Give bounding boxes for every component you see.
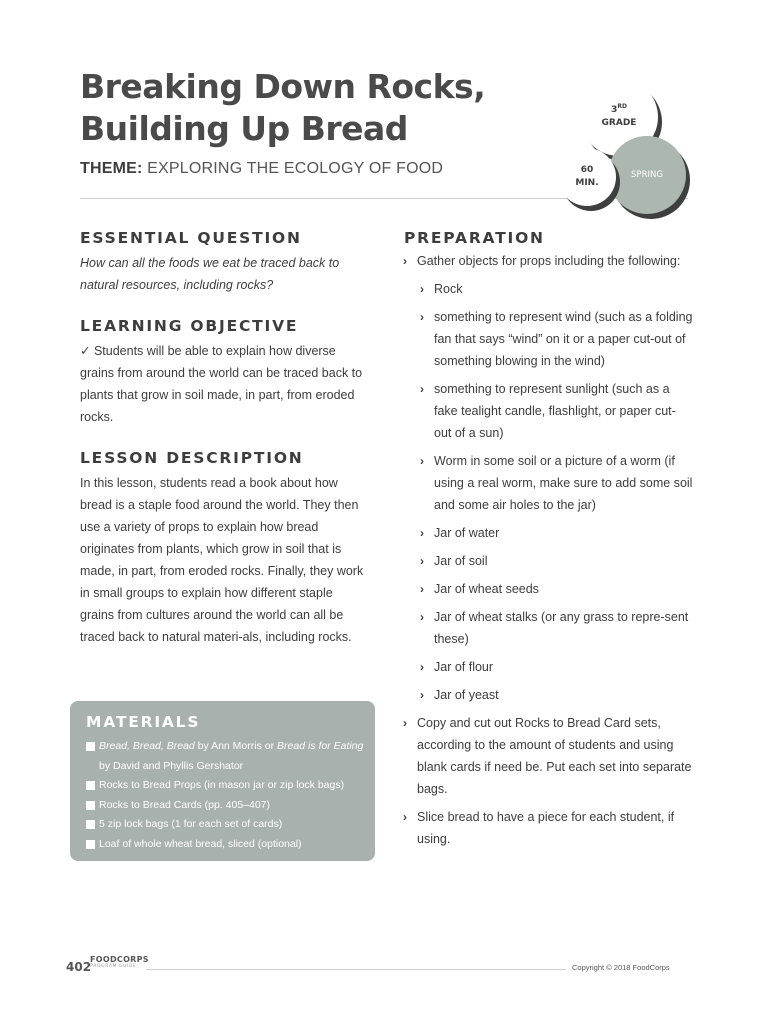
chevron-right-icon: › — [420, 582, 424, 596]
materials-heading: MATERIALS — [86, 713, 201, 731]
title-line-1: Breaking Down Rocks, — [80, 67, 486, 106]
lesson-title — [80, 66, 485, 150]
learning-objective-text: ✓ Students will be able to explain how diverse grains from around the world can be traced back to plants that grow in soil made, in part, from eroded rocks. — [80, 344, 363, 424]
prep-step — [403, 712, 693, 800]
title-line-2: Building Up Bread — [80, 109, 408, 148]
chevron-right-icon: › — [420, 526, 424, 540]
prop-item — [420, 578, 693, 600]
duration-value: 60 — [580, 165, 594, 175]
book-alt-title: Bread is for Eating — [277, 740, 364, 752]
footer-divider — [146, 969, 566, 970]
prop-item-text: Jar of yeast — [434, 688, 499, 702]
prop-item-text: Rock — [434, 282, 463, 296]
chevron-right-icon: › — [420, 310, 424, 324]
prop-item — [420, 656, 693, 678]
prop-item — [420, 450, 693, 516]
preparation-list — [403, 250, 693, 850]
prop-item — [420, 522, 693, 544]
grade-number: 3 — [611, 105, 618, 115]
chevron-right-icon: › — [403, 716, 407, 730]
grade-label: GRADE — [601, 118, 637, 128]
chevron-right-icon: › — [420, 454, 424, 468]
materials-item-label: 5 zip lock bags (1 for each set of cards) — [99, 818, 283, 830]
essential-question-heading: ESSENTIAL QUESTION — [80, 229, 302, 247]
logo-subtext: PROGRAM GUIDE — [90, 964, 137, 969]
checkbox-icon — [86, 801, 95, 810]
learning-objective-heading: LEARNING OBJECTIVE — [80, 317, 299, 335]
materials-item — [86, 815, 371, 835]
book-alt-by: by David and Phyllis Gershator — [99, 759, 244, 772]
lesson-description-text: In this lesson, students read a book about how bread is a staple food around the world. They then use a variety of props to explain how bread originates from plants, which grow in soil that is made, in part, from eroded rocks. Finally, they work in small groups to explain how different staple grains from cultures around the world can all be traced back to natural materi-als, including rocks. — [80, 476, 364, 644]
foodcorps-logo — [90, 955, 149, 970]
prop-item-text: Worm in some soil or a picture of a worm (if using a real worm, make sure to add some soil and some air holes to the jar) — [434, 454, 693, 512]
prop-item — [420, 550, 693, 572]
prop-item-text: Jar of water — [434, 526, 500, 540]
prop-item-text: something to represent wind (such as a folding fan that says “wind” on it or a paper cut-out of something blowing in the wind) — [434, 310, 693, 368]
materials-book-text — [99, 737, 371, 776]
checkbox-icon — [86, 742, 95, 751]
prop-item-text: Jar of soil — [434, 554, 488, 568]
materials-box — [70, 701, 375, 861]
duration-unit: MIN. — [575, 178, 599, 188]
chevron-right-icon: › — [420, 660, 424, 674]
season-badge — [608, 136, 686, 214]
prep-step-text: Copy and cut out Rocks to Bread Card sets, according to the amount of students and using blank cards if need be. Put each set into separate bags. — [417, 716, 692, 796]
chevron-right-icon: › — [420, 382, 424, 396]
prep-step-text: Slice bread to have a piece for each student, if using. — [417, 810, 675, 846]
prop-item — [420, 306, 693, 372]
materials-item-label: Rocks to Bread Cards (pp. 405–407) — [99, 798, 271, 811]
essential-question-text: How can all the foods we eat be traced back to natural resources, including rocks? — [80, 256, 340, 292]
chevron-right-icon: › — [403, 810, 407, 824]
duration-badge — [558, 148, 616, 206]
season-label: SPRING — [631, 169, 663, 180]
prep-step — [403, 806, 693, 850]
prep-step-text: Gather objects for props including the following: — [417, 254, 681, 268]
prop-item — [420, 606, 693, 650]
theme-label: THEME: — [80, 160, 143, 177]
prop-item-text: Jar of wheat stalks (or any grass to repre-sent these) — [434, 610, 689, 646]
grade-number-line — [611, 104, 627, 117]
chevron-right-icon: › — [420, 282, 424, 296]
prop-item-text: Jar of flour — [434, 660, 494, 674]
chevron-right-icon: › — [420, 688, 424, 702]
checkbox-icon — [86, 781, 95, 790]
book-by: by Ann Morris or — [194, 740, 278, 752]
materials-item-label: Loaf of whole wheat bread, sliced (optional) — [99, 837, 302, 850]
materials-item — [86, 835, 371, 855]
materials-item-label: Rocks to Bread Props (in mason jar or zip lock bags) — [99, 779, 345, 791]
copyright: Copyright © 2018 FoodCorps — [572, 963, 670, 972]
page-number: 402 — [66, 960, 92, 974]
materials-item — [86, 796, 371, 816]
chevron-right-icon: › — [420, 554, 424, 568]
book-title: Bread, Bread, Bread — [99, 740, 195, 752]
logo-text: FOODCORPS — [90, 955, 149, 964]
preparation-heading: PREPARATION — [404, 229, 545, 247]
materials-item — [86, 776, 371, 796]
prop-item — [420, 378, 693, 444]
checkbox-icon — [86, 840, 95, 849]
prep-step — [403, 250, 693, 272]
theme-line — [80, 160, 443, 178]
checkbox-icon — [86, 820, 95, 829]
chevron-right-icon: › — [403, 254, 407, 268]
chevron-right-icon: › — [420, 610, 424, 624]
materials-item — [86, 737, 371, 776]
prop-item-text: Jar of wheat seeds — [434, 582, 539, 596]
grade-suffix: RD — [617, 103, 627, 110]
materials-list — [86, 737, 371, 854]
prop-item-text: something to represent sunlight (such as a fake tealight candle, flashlight, or paper cut-out of a sun) — [434, 382, 676, 440]
prop-item — [420, 278, 693, 300]
lesson-description-heading: LESSON DESCRIPTION — [80, 449, 304, 467]
prop-item — [420, 684, 693, 706]
theme-value: EXPLORING THE ECOLOGY OF FOOD — [142, 160, 444, 177]
